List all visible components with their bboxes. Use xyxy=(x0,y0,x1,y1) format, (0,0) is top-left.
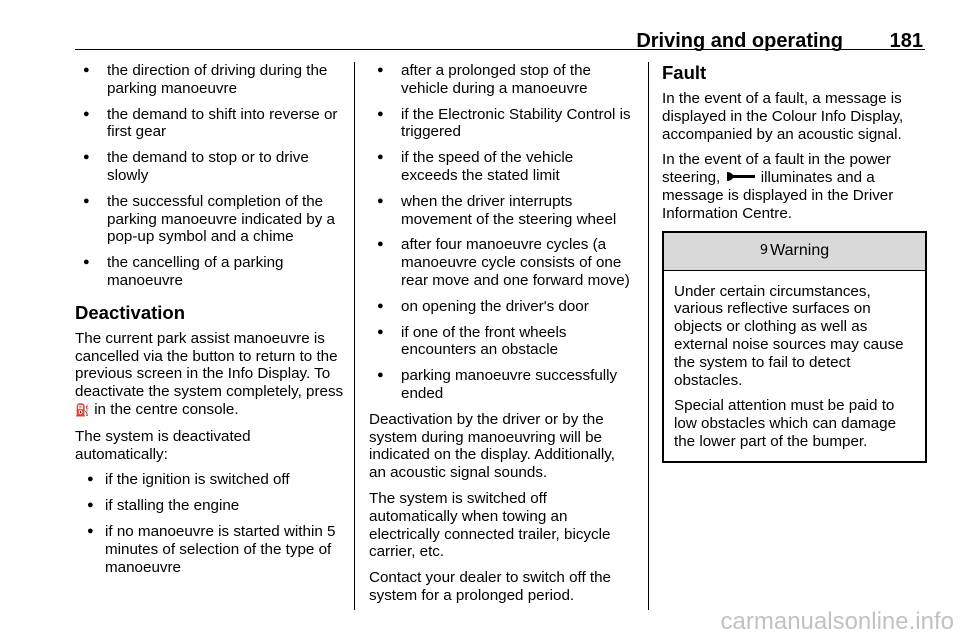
list-item: ● if no manoeuvre is started within 5 minutes of selection of the type of manoeuvre xyxy=(75,523,345,576)
park-assist-button-icon: ⛽ xyxy=(75,402,90,417)
column-2 xyxy=(369,62,634,613)
list-item: ● the demand to stop or to drive slowly xyxy=(75,149,345,185)
warning-paragraph-2: Special attention must be paid to low obstacles which can damage the lower part of the bumper. xyxy=(674,397,897,451)
deactivation-conditions-list xyxy=(369,62,634,403)
steering-wheel-icon xyxy=(725,169,757,187)
list-item: ● the successful completion of the parking manoeuvre indicated by a pop-up symbol and a chime xyxy=(75,193,345,246)
warning-box xyxy=(662,231,927,463)
list-item: ● if one of the front wheels encounters an obstacle xyxy=(369,324,634,360)
list-item: ● after a prolonged stop of the vehicle during a manoeuvre xyxy=(369,62,634,98)
dealer-paragraph: Contact your dealer to switch off the system for a prolonged period. xyxy=(369,569,612,604)
page-number: 181 xyxy=(889,30,923,52)
warning-paragraph-1: Under certain circumstances, various reflective surfaces on objects or clothing as well as external noise sources may cause the system to fail to detect obstacles. xyxy=(674,282,904,389)
list-item: ● if the speed of the vehicle exceeds the stated limit xyxy=(369,149,634,185)
list-item: ● on opening the driver's door xyxy=(369,298,634,316)
list-item: ● parking manoeuvre successfully ended xyxy=(369,367,634,403)
column-1 xyxy=(75,62,345,584)
auto-deactivation-list xyxy=(75,471,345,576)
deactivation-text-b: in the centre console. xyxy=(94,400,239,418)
column-divider-1 xyxy=(354,62,355,610)
power-steering-text-a: In the event of a fault in the power steering, xyxy=(662,151,891,187)
fault-heading: Fault xyxy=(662,62,707,83)
list-item: ● if stalling the engine xyxy=(75,497,345,515)
list-item: ● the direction of driving during the parking manoeuvre xyxy=(75,62,345,98)
watermark: carmanualsonline.info xyxy=(720,608,954,635)
column-3 xyxy=(662,62,927,463)
list-item: ● when the driver interrupts movement of the steering wheel xyxy=(369,193,634,229)
warning-header xyxy=(664,233,925,271)
list-item: ● the cancelling of a parking manoeuvre xyxy=(75,254,345,290)
deactivation-text-a: The current park assist manoeuvre is cancelled via the button to return to the previous screen in the Info Display. To deactivate the system completely, press xyxy=(75,329,344,401)
warning-body xyxy=(664,271,925,461)
deactivation-heading: Deactivation xyxy=(75,301,186,323)
page-header xyxy=(75,26,925,50)
column-divider-2 xyxy=(648,62,649,610)
deactivation-paragraph xyxy=(75,330,345,420)
section-title: Driving and operating xyxy=(636,30,843,52)
list-item: ● the demand to shift into reverse or first gear xyxy=(75,106,345,142)
warning-title: Warning xyxy=(770,242,830,260)
status-bullet-list xyxy=(75,62,345,290)
power-steering-paragraph xyxy=(662,151,927,222)
towing-paragraph: The system is switched off automatically when towing an electrically connected trailer, bicycle carrier, etc. xyxy=(369,489,611,561)
list-item: ● if the Electronic Stability Control is triggered xyxy=(369,106,634,142)
list-item: ● if the ignition is switched off xyxy=(75,471,345,489)
auto-deactivation-paragraph: The system is deactivated automatically: xyxy=(75,427,251,463)
fault-paragraph: In the event of a fault, a message is displayed in the Colour Info Display, accompanied by an acoustic signal. xyxy=(662,90,904,143)
warning-triangle-icon: 9 xyxy=(759,243,769,259)
list-item: ● after four manoeuvre cycles (a manoeuvre cycle consists of one rear move and one forward move) xyxy=(369,236,634,289)
display-indication-paragraph: Deactivation by the driver or by the system during manoeuvring will be indicated on the display. Additionally, an acoustic signal sounds. xyxy=(369,410,615,482)
power-steering-text-b: illuminates and a message is displayed in the Driver Information Centre. xyxy=(662,169,894,222)
